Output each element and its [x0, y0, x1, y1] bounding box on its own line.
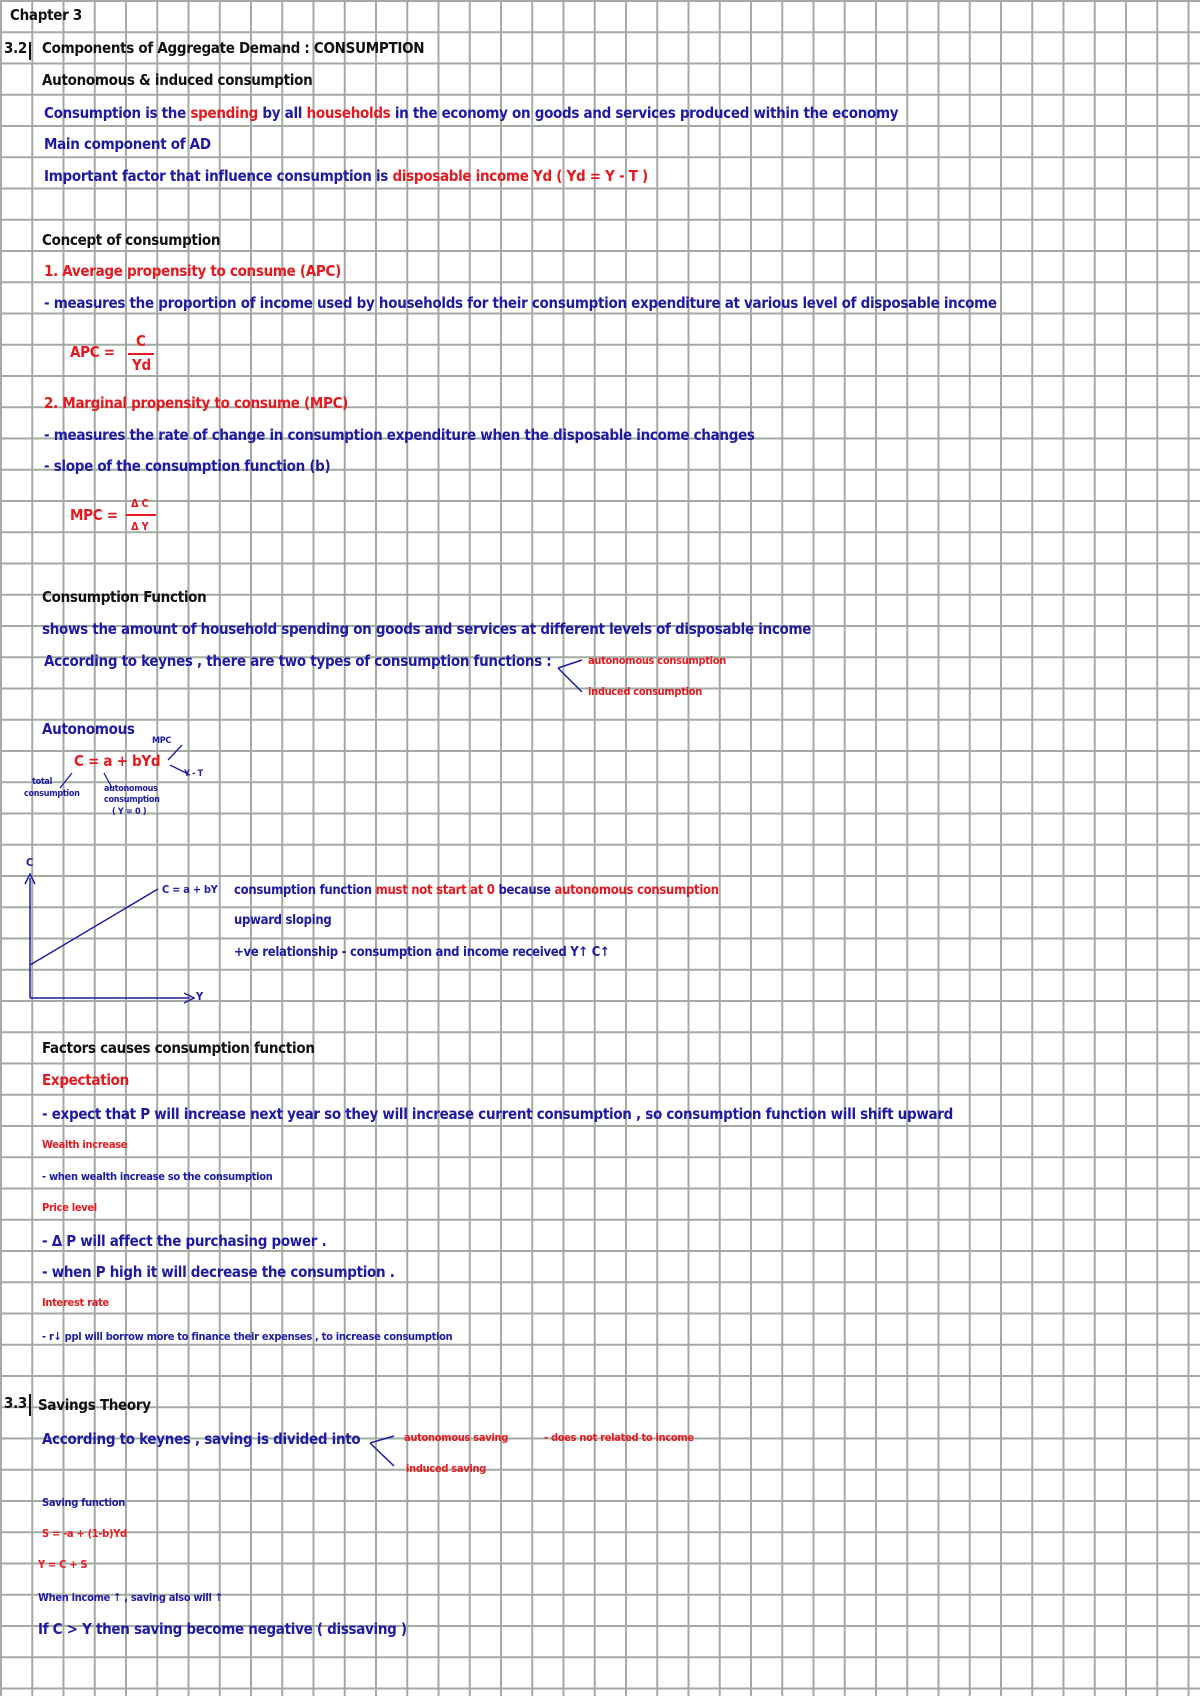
mpc-title: 2. Marginal propensity to consume (MPC)	[44, 394, 349, 412]
consumption-function-definition: shows the amount of household spending on goods and services at different levels of disposable income	[42, 620, 812, 638]
auto-label-3: ( Y = 0 )	[112, 807, 147, 817]
auto-label-1: autonomous	[104, 784, 158, 794]
consumption-function-heading: Consumption Function	[42, 588, 207, 606]
mpc-note: MPC	[152, 736, 172, 746]
section-number-3-2: 3.2	[4, 39, 28, 57]
savings-theory-title: Savings Theory	[38, 1396, 151, 1414]
graph-x-label: Y	[196, 990, 203, 1003]
autonomous-label: Autonomous	[42, 720, 135, 738]
saving-income-relation: When income ↑ , saving also will ↑	[38, 1591, 223, 1604]
dissaving-note: If C > Y then saving become negative ( dissaving )	[38, 1620, 407, 1638]
factor-price-desc-1: - Δ P will affect the purchasing power .	[42, 1232, 327, 1250]
factor-interest-desc: - r↓ ppl will borrow more to finance their expenses , to increase consumption	[42, 1330, 453, 1343]
graph-y-arrowhead	[25, 874, 35, 884]
section-subtitle: Autonomous & induced consumption	[42, 71, 313, 89]
total-label-2: consumption	[24, 789, 80, 799]
apc-fraction-bar	[128, 353, 154, 355]
factor-price-title: Price level	[42, 1201, 97, 1214]
factor-wealth-desc: - when wealth increase so the consumption	[42, 1170, 273, 1183]
bracket-branch-autonomous-saving	[370, 1436, 394, 1443]
apc-numerator: C	[136, 332, 146, 350]
factor-expectation-desc: - expect that P will increase next year so they will increase current consumption , so consumption function will shift upward	[42, 1105, 954, 1123]
apc-description: - measures the proportion of income used by households for their consumption expenditure at various level of disposable income	[44, 294, 997, 312]
disposable-income-factor: Important factor that influence consumption is disposable income Yd ( Yd = Y - T )	[44, 167, 648, 185]
main-component: Main component of AD	[44, 135, 211, 153]
keynes-types-line: According to keynes , there are two types of consumption functions :	[44, 652, 552, 670]
consumption-line	[30, 889, 158, 965]
mpc-description-1: - measures the rate of change in consumption expenditure when the disposable income changes	[44, 426, 755, 444]
graph-note-3: +ve relationship - consumption and income received Y↑ C↑	[234, 945, 610, 960]
graph-line-label: C = a + bY	[162, 883, 218, 896]
mpc-lhs: MPC =	[70, 506, 118, 524]
bracket-branch-induced-saving	[370, 1443, 394, 1466]
apc-denominator: Yd	[132, 356, 151, 374]
saving-bracket	[370, 1436, 394, 1466]
section-title-3-2: Components of Aggregate Demand : CONSUMPTION	[42, 39, 425, 57]
mpc-description-2: - slope of the consumption function (b)	[44, 457, 331, 475]
bracket-branch-induced	[558, 668, 582, 692]
income-identity: Y = C + S	[38, 1558, 88, 1571]
type-induced-consumption: induced consumption	[588, 685, 702, 698]
mpc-fraction-bar	[126, 514, 156, 516]
factor-wealth-title: Wealth increase	[42, 1138, 128, 1151]
mpc-fraction	[126, 496, 156, 538]
saving-equation: S = -a + (1-b)Yd	[42, 1527, 127, 1540]
graph-note-1: consumption function must not start at 0 because autonomous consumption	[234, 883, 719, 898]
type-autonomous-saving: autonomous saving	[404, 1431, 509, 1444]
saving-function-heading: Saving function	[42, 1496, 125, 1509]
yt-note: Y - T	[184, 769, 203, 779]
graph-y-label: C	[26, 856, 33, 869]
total-label-1: total	[32, 777, 53, 787]
autonomous-saving-note: - does not related to income	[544, 1431, 694, 1444]
factors-heading: Factors causes consumption function	[42, 1039, 315, 1057]
savings-keynes-line: According to keynes , saving is divided into	[42, 1430, 361, 1448]
chapter-title: Chapter 3	[10, 6, 82, 24]
mpc-denominator: Δ Y	[131, 520, 149, 533]
type-autonomous-consumption: autonomous consumption	[588, 654, 727, 667]
factor-interest-title: Interest rate	[42, 1296, 109, 1309]
factor-price-desc-2: - when P high it will decrease the consumption .	[42, 1263, 395, 1281]
concept-heading: Concept of consumption	[42, 231, 221, 249]
graph-note-2: upward sloping	[234, 913, 332, 928]
apc-title: 1. Average propensity to consume (APC)	[44, 262, 341, 280]
apc-lhs: APC =	[70, 343, 115, 361]
consumption-bracket	[558, 660, 582, 692]
section-number-3-3: 3.3	[4, 1394, 28, 1412]
consumption-equation: C = a + bYd	[74, 752, 161, 770]
bracket-branch-autonomous	[558, 660, 582, 668]
consumption-definition: Consumption is the spending by all households in the economy on goods and services produced within the economy	[44, 104, 899, 122]
mpc-numerator: Δ C	[131, 497, 149, 510]
apc-fraction	[128, 334, 154, 374]
factor-expectation-title: Expectation	[42, 1071, 129, 1089]
arrow-mpc	[168, 745, 182, 760]
graph-x-arrowhead	[184, 993, 194, 1003]
type-induced-saving: induced saving	[406, 1462, 487, 1475]
auto-label-2: consumption	[104, 795, 160, 805]
arrow-total-consumption	[60, 773, 72, 788]
